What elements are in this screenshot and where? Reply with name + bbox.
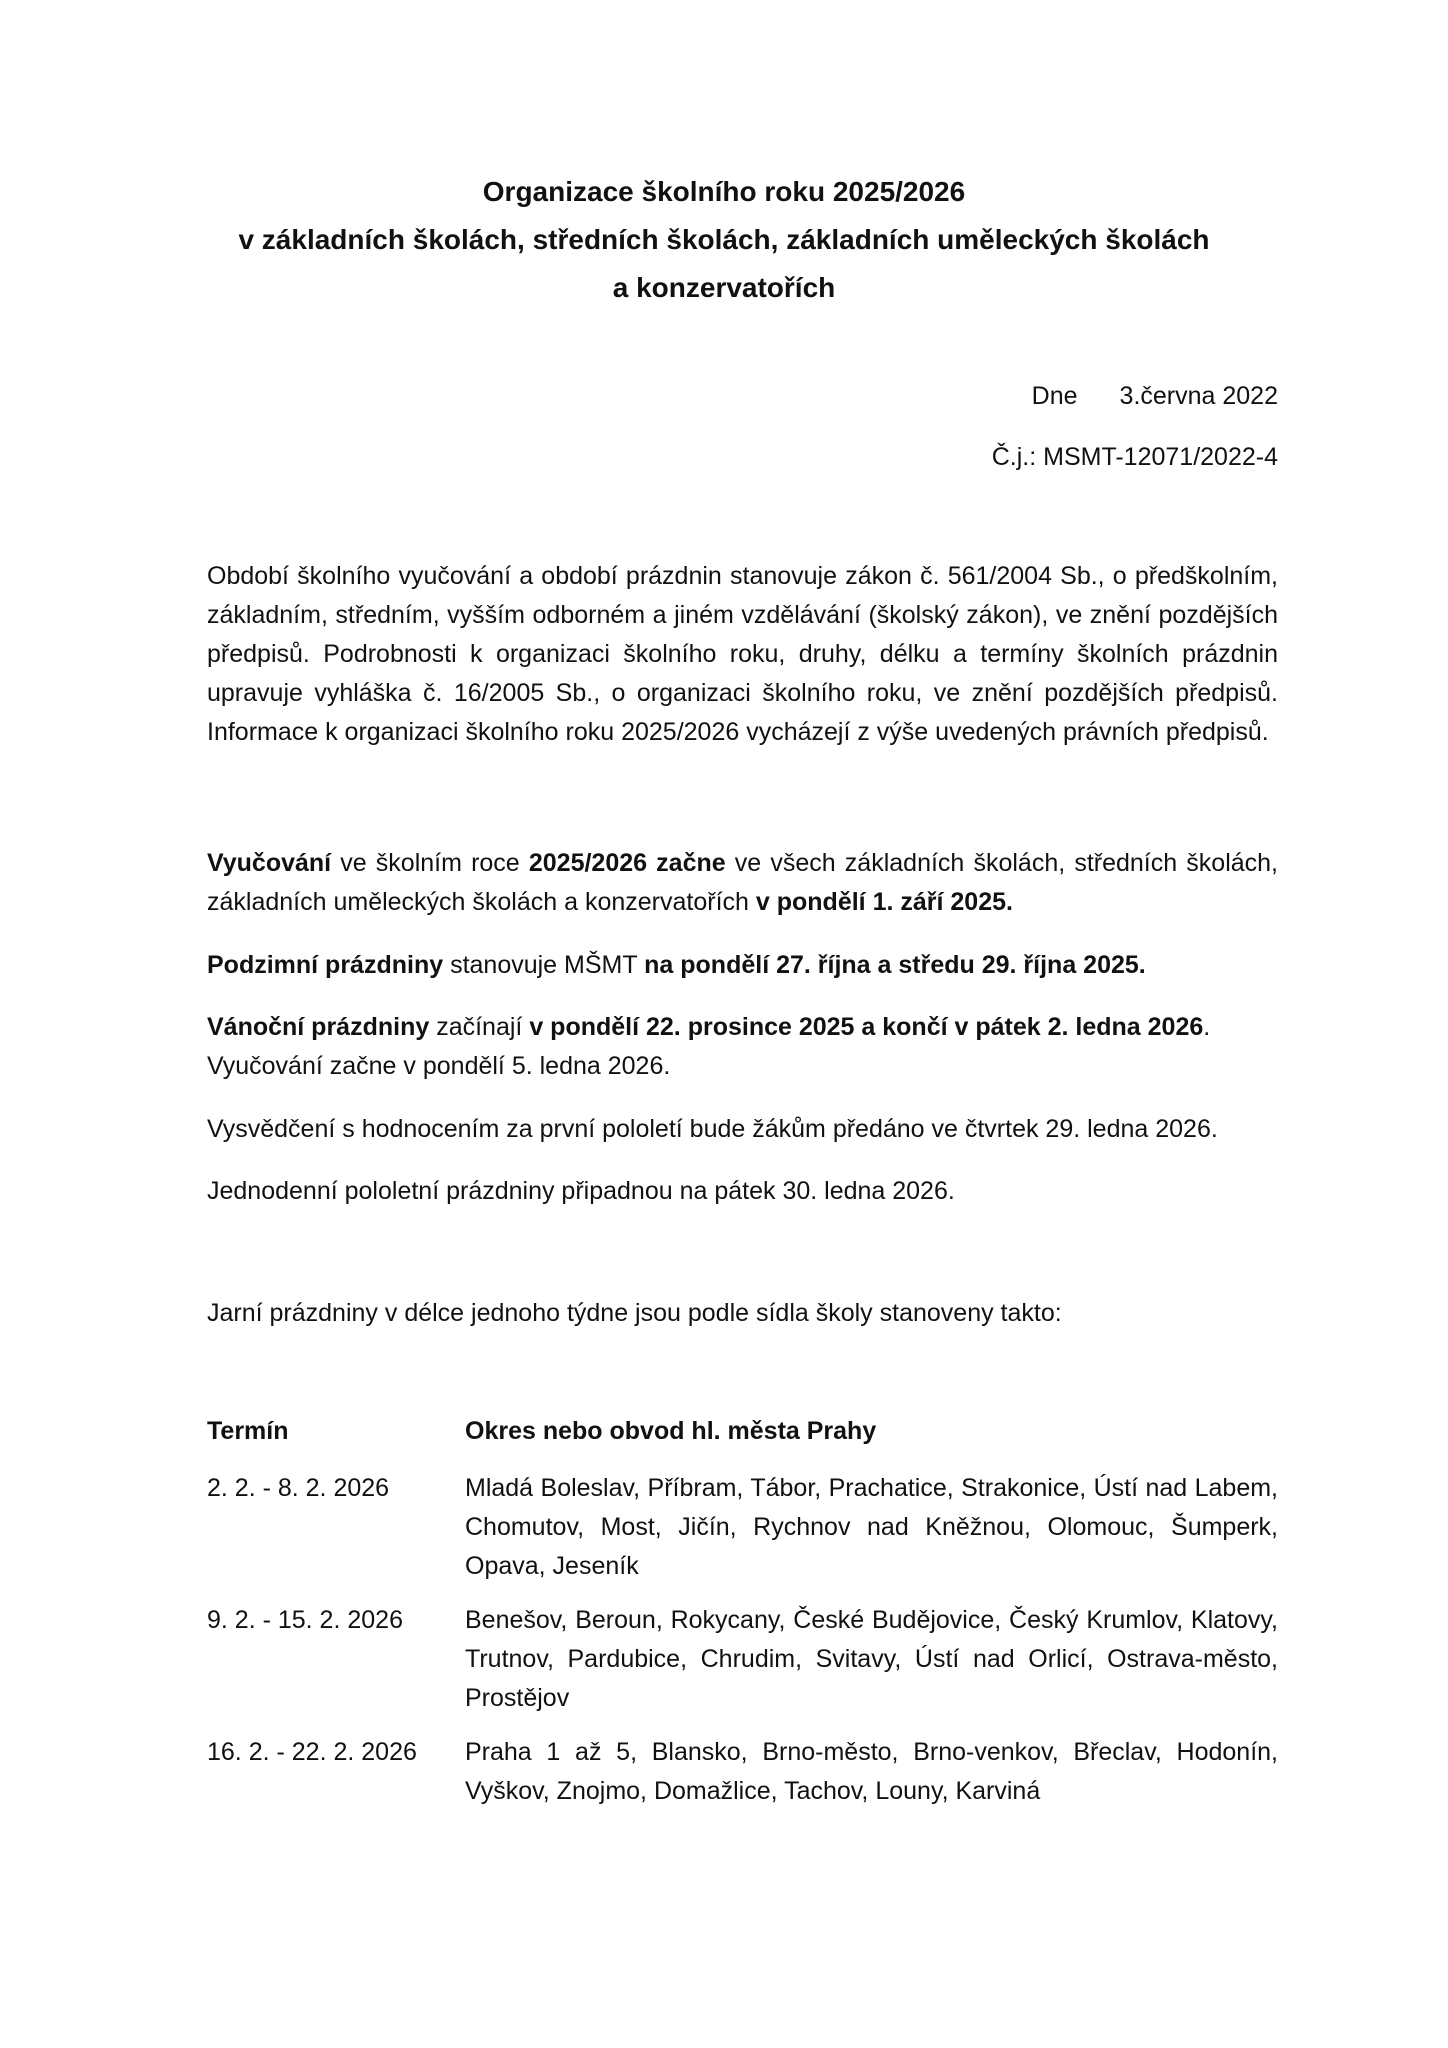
christmas-holidays-paragraph — [207, 1008, 1278, 1086]
header-district: Okres nebo obvod hl. města Prahy — [465, 1417, 877, 1445]
school-start-paragraph — [207, 844, 1278, 922]
start-text-2: ve všech základních školách, středních školách, základních uměleckých školách a konzervatořích — [207, 849, 1278, 916]
table-row — [207, 1469, 1278, 1586]
autumn-bold-2: na pondělí 27. října a středu 29. října 2025. — [644, 951, 1146, 979]
table-row — [207, 1601, 1278, 1718]
header-term: Termín — [207, 1417, 289, 1445]
row-districts: Benešov, Beroun, Rokycany, České Budějovice, Český Krumlov, Klatovy, Trutnov, Pardubice, Chrudim, Svitavy, Ústí nad Orlicí, Ostrava-město, Prostějov — [465, 1606, 1278, 1712]
title-line-1: Organizace školního roku 2025/2026 — [482, 176, 966, 207]
start-bold-1: Vyučování — [207, 849, 332, 877]
reference-number: Č.j.: MSMT-12071/2022-4 — [991, 443, 1278, 471]
row-districts: Mladá Boleslav, Příbram, Tábor, Prachatice, Strakonice, Ústí nad Labem, Chomutov, Most, Jičín, Rychnov nad Kněžnou, Olomouc, Šumperk, Opava, Jeseník — [465, 1474, 1278, 1580]
spring-holidays-intro: Jarní prázdniny v délce jednoho týdne jsou podle sídla školy stanoveny takto: — [207, 1299, 1062, 1327]
xmas-bold-2: v pondělí 22. prosince 2025 a končí v pátek 2. ledna 2026 — [529, 1013, 1204, 1041]
xmas-text-2: . — [1203, 1013, 1211, 1041]
xmas-text-1: začínají — [429, 1013, 530, 1041]
xmas-line-2: Vyučování začne v pondělí 5. ledna 2026. — [207, 1052, 671, 1080]
row-term: 9. 2. - 15. 2. 2026 — [207, 1606, 403, 1634]
start-bold-3: v pondělí 1. září 2025. — [755, 888, 1013, 916]
row-term: 16. 2. - 22. 2. 2026 — [207, 1738, 417, 1766]
row-term: 2. 2. - 8. 2. 2026 — [207, 1474, 390, 1502]
date-value: 3.června 2022 — [1119, 382, 1278, 410]
autumn-text-1: stanovuje MŠMT — [443, 951, 645, 979]
autumn-holidays-paragraph — [207, 946, 1278, 985]
start-text-1: ve školním roce — [331, 849, 529, 877]
title-line-3: a konzervatořích — [612, 272, 836, 303]
start-bold-2: 2025/2026 začne — [528, 849, 726, 877]
xmas-bold-1: Vánoční prázdniny — [207, 1013, 430, 1041]
half-term-paragraph: Jednodenní pololetní prázdniny připadnou na pátek 30. ledna 2026. — [207, 1177, 955, 1205]
intro-paragraph: Období školního vyučování a období prázdnin stanovuje zákon č. 561/2004 Sb., o předškolním, základním, středním, vyšším odborném a jiném vzdělávání (školský zákon), ve znění pozdějších předpisů. Podrobnosti k organizaci školního roku, druhy, délku a termíny školních prázdnin upravuje vyhláška č. 16/2005 Sb., o organizaci školního roku, ve znění pozdějších předpisů. Informace k organizaci školního roku 2025/2026 vycházejí z výše uvedených právních předpisů. — [207, 562, 1278, 746]
table-row — [207, 1733, 1278, 1811]
row-districts: Praha 1 až 5, Blansko, Brno-město, Brno-venkov, Břeclav, Hodonín, Vyškov, Znojmo, Domažlice, Tachov, Louny, Karviná — [465, 1738, 1278, 1805]
certificate-paragraph: Vysvědčení s hodnocením za první pololetí bude žákům předáno ve čtvrtek 29. ledna 2026. — [207, 1115, 1218, 1143]
table-header-row — [207, 1412, 1278, 1451]
date-label: Dne — [1031, 382, 1078, 410]
document-title — [0, 168, 1448, 312]
autumn-bold-1: Podzimní prázdniny — [207, 951, 444, 979]
spring-holidays-table — [207, 1412, 1278, 1826]
title-line-2: v základních školách, středních školách, základních uměleckých školách — [238, 224, 1210, 255]
document-date — [1032, 380, 1278, 412]
